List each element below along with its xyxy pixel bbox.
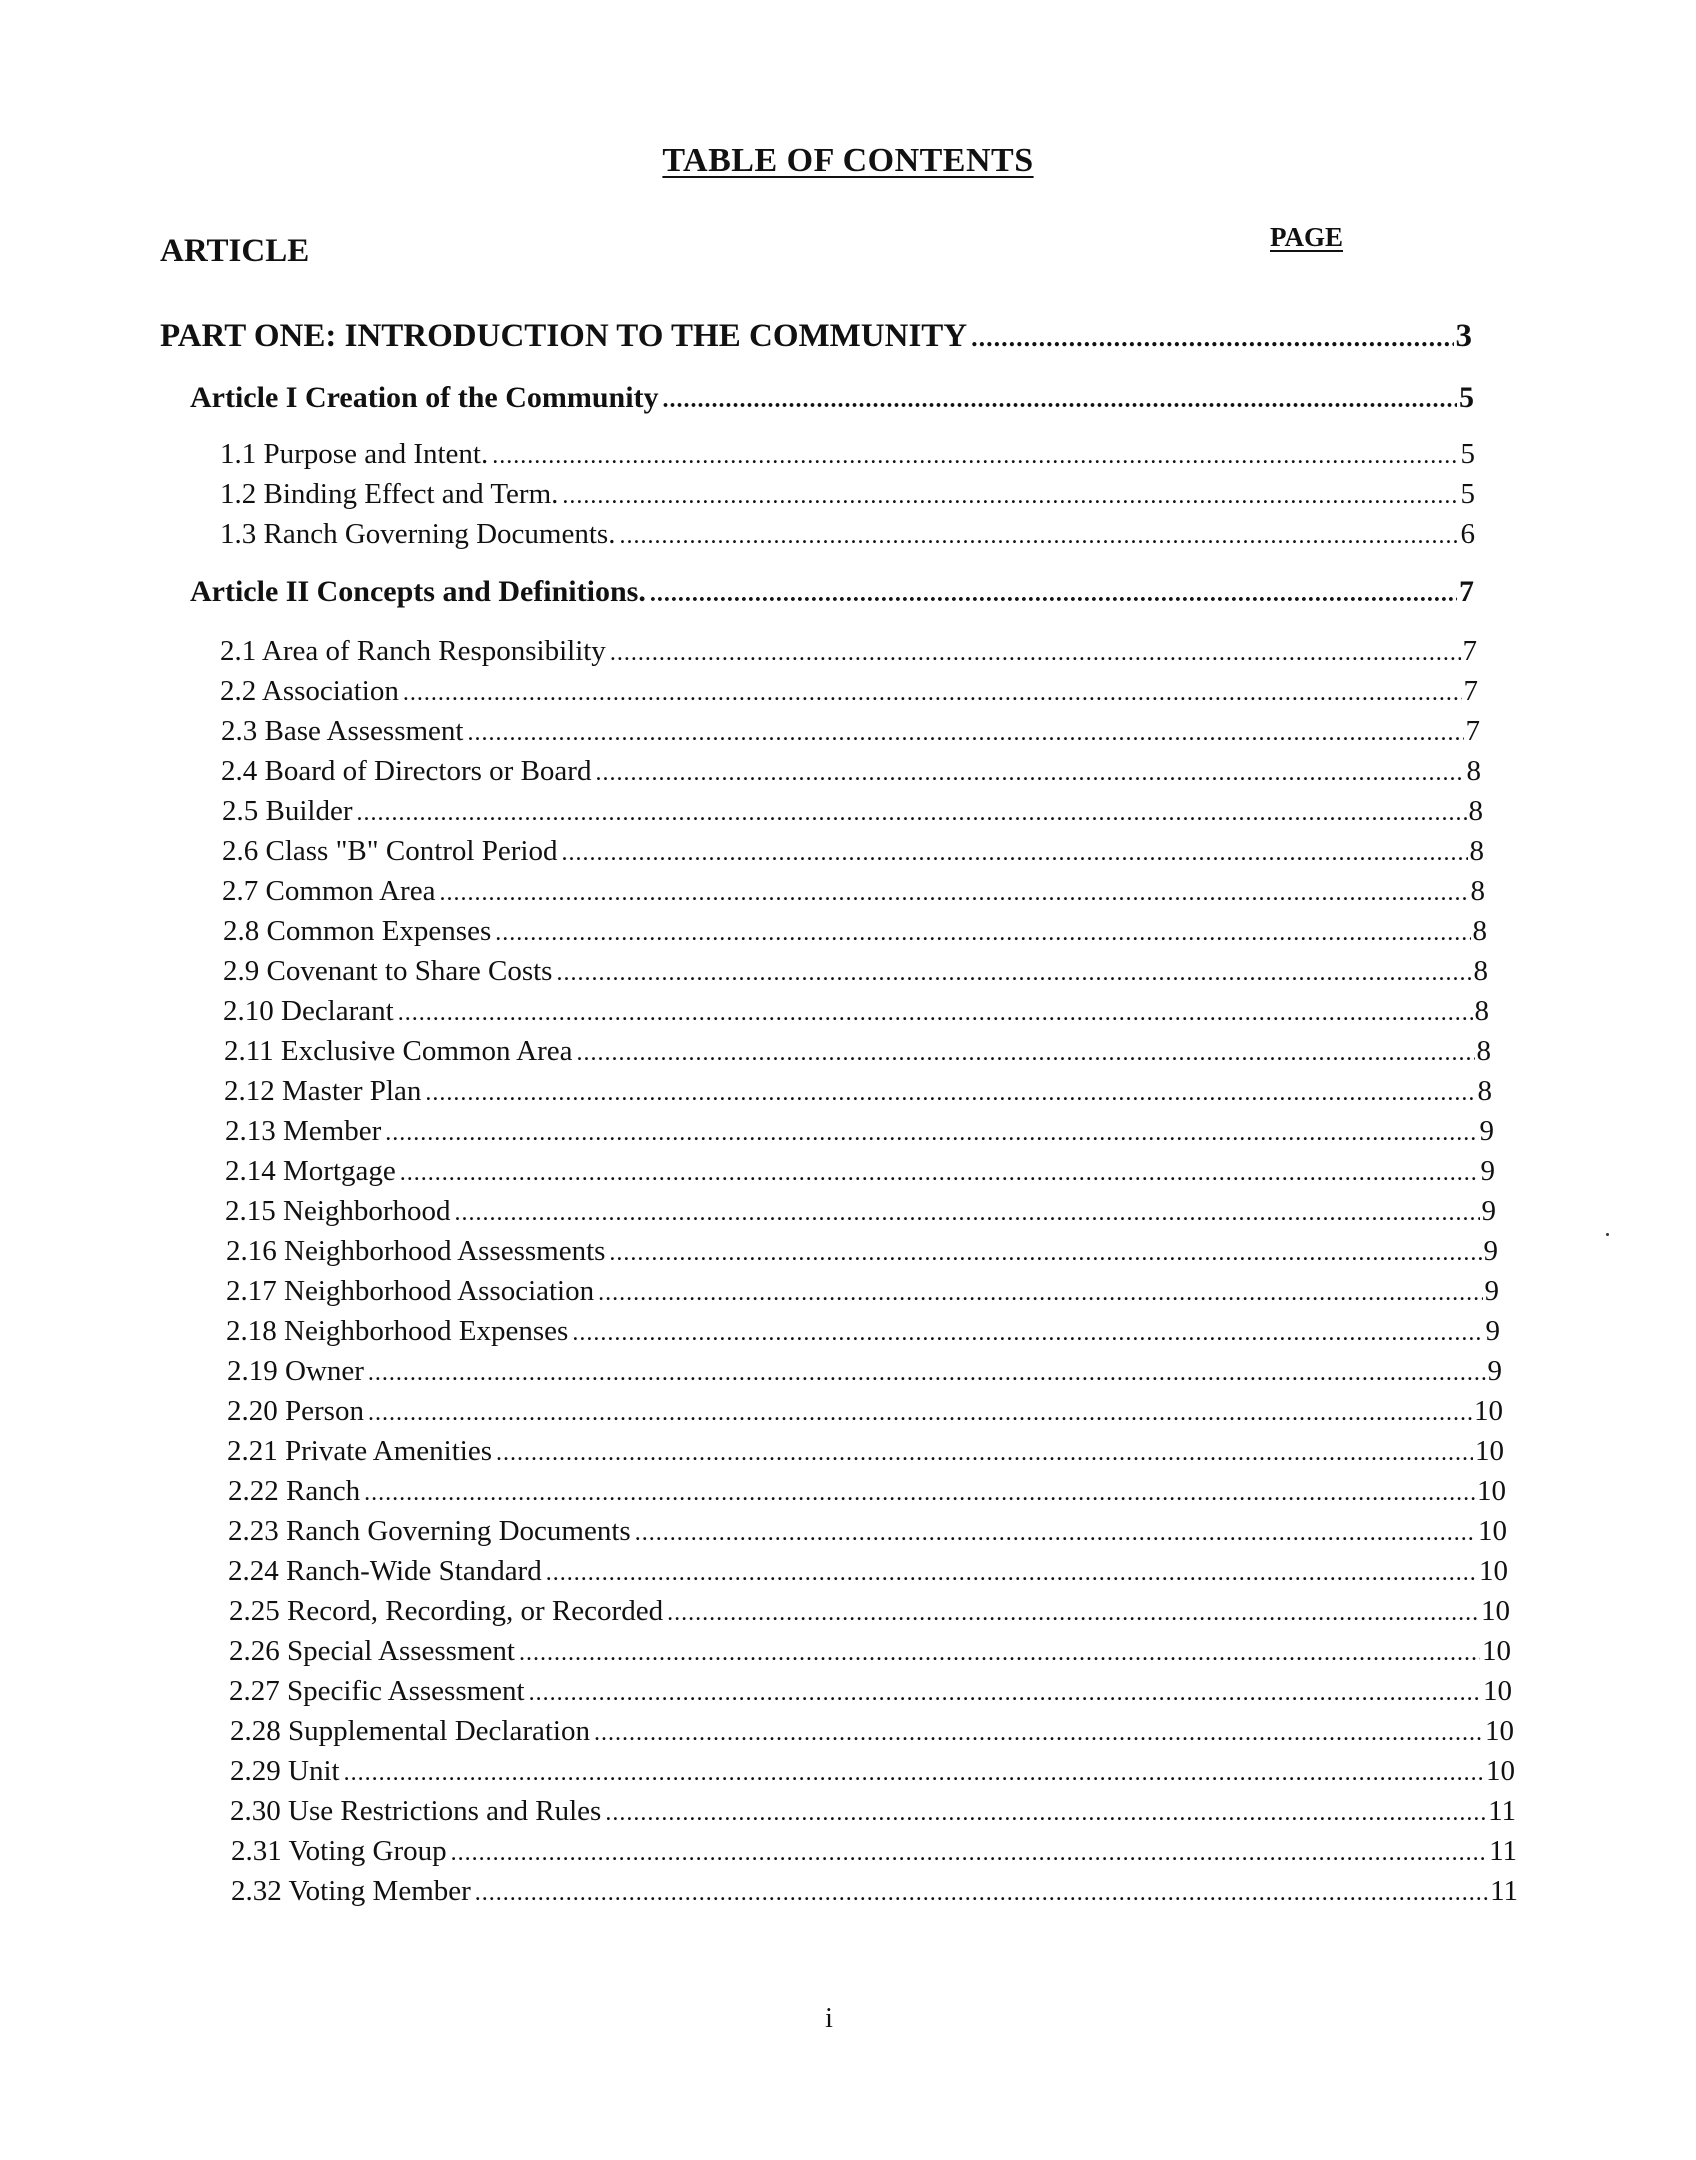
dot-leader	[385, 1120, 1477, 1147]
dot-leader	[492, 443, 1458, 470]
dot-leader	[598, 1280, 1482, 1307]
toc-page-number: 7	[1465, 715, 1480, 747]
title-text: TABLE OF CONTENTS	[662, 142, 1034, 179]
toc-section[interactable]	[229, 1635, 1511, 1668]
toc-page-number: 9	[1485, 1315, 1500, 1347]
toc-page-number: 5	[1460, 478, 1475, 510]
dot-leader	[663, 387, 1457, 414]
toc-label: 2.7 Common Area	[222, 875, 436, 907]
toc-page-number: 9	[1483, 1235, 1498, 1267]
toc-page-number: 8	[1469, 835, 1484, 867]
dot-leader	[364, 1480, 1475, 1507]
toc-page-number: 11	[1488, 1795, 1516, 1827]
toc-label: PART ONE: INTRODUCTION TO THE COMMUNITY	[160, 318, 968, 354]
toc-section[interactable]	[220, 478, 1475, 511]
toc-label: 2.27 Specific Assessment	[229, 1675, 525, 1707]
toc-section[interactable]	[225, 1115, 1494, 1148]
toc-section[interactable]	[227, 1395, 1503, 1428]
dot-leader	[594, 1720, 1483, 1747]
toc-page-number: 8	[1473, 955, 1488, 987]
toc-label: 2.28 Supplemental Declaration	[230, 1715, 590, 1747]
dot-leader	[475, 1880, 1488, 1907]
dot-leader	[368, 1360, 1486, 1387]
toc-label: Article I Creation of the Community	[190, 381, 659, 414]
toc-label: 2.6 Class "B" Control Period	[222, 835, 558, 867]
toc-label: 2.17 Neighborhood Association	[226, 1275, 595, 1307]
page-number-footer: i	[825, 2003, 833, 2034]
toc-section[interactable]	[226, 1275, 1499, 1308]
toc-section[interactable]	[230, 1795, 1516, 1828]
toc-page-number: 8	[1476, 1035, 1491, 1067]
dot-leader	[595, 760, 1464, 787]
toc-section[interactable]	[224, 1035, 1491, 1068]
toc-label: 2.9 Covenant to Share Costs	[223, 955, 553, 987]
dot-leader	[451, 1840, 1487, 1867]
toc-label: 2.2 Association	[220, 675, 399, 707]
toc-label: 1.1 Purpose and Intent.	[220, 438, 489, 470]
dot-leader	[971, 323, 1453, 353]
toc-section[interactable]	[226, 1315, 1500, 1348]
toc-section[interactable]	[230, 1755, 1515, 1788]
toc-page-number: 10	[1482, 1635, 1511, 1667]
toc-label: 2.16 Neighborhood Assessments	[226, 1235, 606, 1267]
dot-leader	[439, 880, 1468, 907]
toc-label: 2.11 Exclusive Common Area	[224, 1035, 573, 1067]
toc-article-1[interactable]	[190, 381, 1474, 415]
toc-label: 2.30 Use Restrictions and Rules	[230, 1795, 602, 1827]
toc-page-number: 10	[1474, 1395, 1503, 1427]
toc-page-number: 10	[1479, 1555, 1508, 1587]
toc-page-number: 9	[1479, 1115, 1494, 1147]
dot-leader	[400, 1160, 1479, 1187]
toc-section[interactable]	[220, 518, 1475, 551]
article-column-header: ARTICLE	[160, 233, 310, 269]
toc-label: 2.4 Board of Directors or Board	[221, 755, 592, 787]
toc-section[interactable]	[230, 1715, 1514, 1748]
toc-section[interactable]	[220, 438, 1475, 471]
toc-part-one[interactable]	[160, 318, 1472, 355]
dot-leader	[556, 960, 1471, 987]
toc-page-number: 5	[1460, 438, 1475, 470]
toc-label: 2.25 Record, Recording, or Recorded	[229, 1595, 664, 1627]
toc-label: 2.31 Voting Group	[231, 1835, 447, 1867]
toc-label: 2.5 Builder	[222, 795, 353, 827]
dot-leader	[609, 1240, 1481, 1267]
toc-page-number: 5	[1459, 381, 1474, 414]
toc-section[interactable]	[229, 1675, 1512, 1708]
toc-section[interactable]	[228, 1475, 1506, 1508]
toc-page-number: 9	[1481, 1195, 1496, 1227]
dot-leader	[495, 920, 1470, 947]
toc-label: 2.10 Declarant	[223, 995, 394, 1027]
toc-page-number: 3	[1455, 318, 1472, 354]
toc-page-number: 9	[1487, 1355, 1502, 1387]
dot-leader	[425, 1080, 1475, 1107]
toc-section[interactable]	[226, 1235, 1498, 1268]
toc-section[interactable]	[220, 675, 1478, 708]
toc-section[interactable]	[222, 795, 1483, 828]
toc-label: 2.29 Unit	[230, 1755, 340, 1787]
toc-label: 2.13 Member	[225, 1115, 382, 1147]
dot-leader	[561, 840, 1467, 867]
toc-label: 2.32 Voting Member	[231, 1875, 471, 1907]
dot-leader	[398, 1000, 1473, 1027]
toc-section[interactable]	[223, 995, 1489, 1028]
toc-page-number: 8	[1477, 1075, 1492, 1107]
toc-section[interactable]	[222, 835, 1484, 868]
toc-page-number: 7	[1462, 635, 1477, 667]
toc-section[interactable]	[231, 1835, 1517, 1868]
toc-label: 2.1 Area of Ranch Responsibility	[220, 635, 606, 667]
toc-page-number: 11	[1489, 1835, 1517, 1867]
toc-page-number: 10	[1481, 1595, 1510, 1627]
toc-label: 1.3 Ranch Governing Documents.	[220, 518, 616, 550]
toc-page-number: 9	[1480, 1155, 1495, 1187]
dot-leader	[650, 581, 1457, 608]
dot-leader	[368, 1400, 1472, 1427]
toc-label: 2.24 Ranch-Wide Standard	[228, 1555, 542, 1587]
toc-page-number: 10	[1475, 1435, 1504, 1467]
dot-leader	[572, 1320, 1483, 1347]
toc-section[interactable]	[222, 875, 1485, 908]
toc-label: 2.19 Owner	[227, 1355, 364, 1387]
toc-page-number: 11	[1490, 1875, 1518, 1907]
toc-label: 2.3 Base Assessment	[221, 715, 464, 747]
toc-page-number: 9	[1484, 1275, 1499, 1307]
toc-label: 2.22 Ranch	[228, 1475, 361, 1507]
dot-leader	[605, 1800, 1486, 1827]
toc-label: 2.23 Ranch Governing Documents	[228, 1515, 631, 1547]
dot-leader	[529, 1680, 1481, 1707]
toc-page-number: 10	[1486, 1755, 1515, 1787]
toc-section[interactable]	[223, 955, 1488, 988]
scan-speck	[1606, 1233, 1609, 1236]
toc-page-number: 8	[1470, 875, 1485, 907]
dot-leader	[546, 1560, 1477, 1587]
dot-leader	[467, 720, 1463, 747]
toc-page-number: 10	[1478, 1515, 1507, 1547]
toc-section[interactable]	[229, 1595, 1510, 1628]
dot-leader	[667, 1600, 1479, 1627]
toc-label: 2.18 Neighborhood Expenses	[226, 1315, 569, 1347]
dot-leader	[455, 1200, 1480, 1227]
toc-page-number: 10	[1483, 1675, 1512, 1707]
toc-page-number: 8	[1474, 995, 1489, 1027]
dot-leader	[635, 1520, 1476, 1547]
toc-page-number: 7	[1459, 575, 1474, 608]
toc-label: 2.20 Person	[227, 1395, 364, 1427]
toc-label: 2.26 Special Assessment	[229, 1635, 515, 1667]
dot-leader	[576, 1040, 1474, 1067]
dot-leader	[496, 1440, 1473, 1467]
toc-section[interactable]	[227, 1435, 1504, 1468]
toc-page-number: 8	[1472, 915, 1487, 947]
toc-section[interactable]	[228, 1515, 1507, 1548]
dot-leader	[519, 1640, 1480, 1667]
toc-section[interactable]	[225, 1195, 1496, 1228]
dot-leader	[403, 680, 1462, 707]
page-title	[0, 142, 1696, 180]
toc-section[interactable]	[225, 1155, 1495, 1188]
toc-page-number: 8	[1466, 755, 1481, 787]
toc-section[interactable]	[231, 1875, 1518, 1908]
toc-page-number: 7	[1463, 675, 1478, 707]
dot-leader	[562, 483, 1458, 510]
toc-label: Article II Concepts and Definitions.	[190, 575, 646, 608]
dot-leader	[619, 523, 1458, 550]
toc-section[interactable]	[223, 915, 1487, 948]
toc-label: 2.12 Master Plan	[224, 1075, 422, 1107]
toc-label: 2.15 Neighborhood	[225, 1195, 451, 1227]
toc-page-number: 6	[1460, 518, 1475, 550]
toc-label: 2.8 Common Expenses	[223, 915, 492, 947]
toc-section[interactable]	[228, 1555, 1508, 1588]
toc-label: 2.14 Mortgage	[225, 1155, 396, 1187]
toc-label: 2.21 Private Amenities	[227, 1435, 492, 1467]
toc-article-2[interactable]	[190, 575, 1474, 609]
toc-label: 1.2 Binding Effect and Term.	[220, 478, 559, 510]
toc-page-number: 8	[1468, 795, 1483, 827]
toc-section[interactable]	[221, 755, 1481, 788]
toc-section[interactable]	[224, 1075, 1492, 1108]
toc-section[interactable]	[220, 635, 1477, 668]
toc-section[interactable]	[221, 715, 1480, 748]
page-column-header: PAGE	[1270, 222, 1343, 252]
dot-leader	[610, 640, 1461, 667]
dot-leader	[344, 1760, 1484, 1787]
dot-leader	[357, 800, 1467, 827]
toc-section[interactable]	[227, 1355, 1502, 1388]
toc-page-number: 10	[1485, 1715, 1514, 1747]
toc-page-number: 10	[1477, 1475, 1506, 1507]
